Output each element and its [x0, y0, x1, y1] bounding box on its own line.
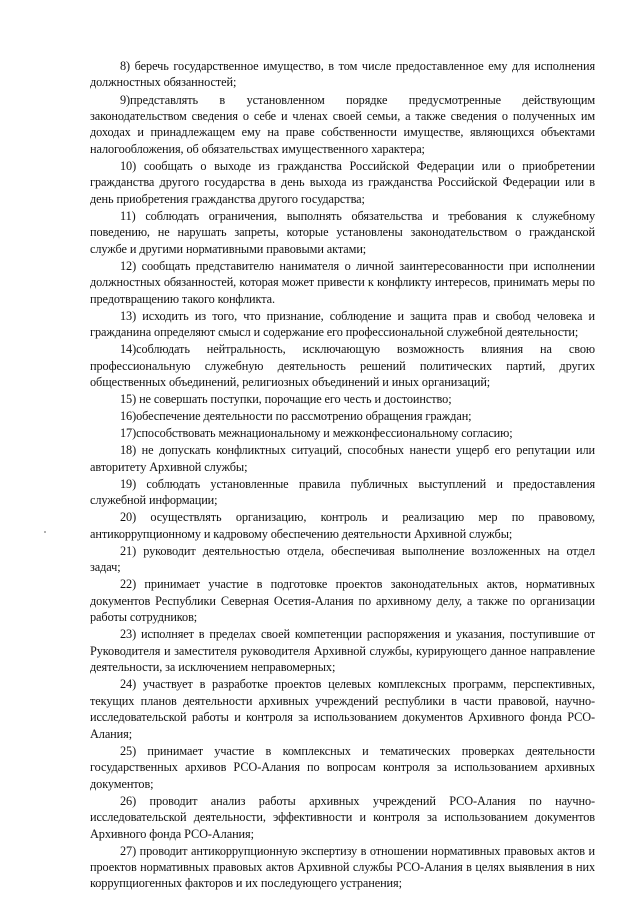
paragraph-item-12: 12) сообщать представителю нанимателя о личной заинтересованности при исполнении должностных обязанностей, которая может привести к конфликту интересов, принимать меры по предотвращению такого конфликта. [90, 258, 595, 306]
paragraph-item-20: 20) осуществлять организацию, контроль и реализацию мер по правовому, антикоррупционному и кадровому обеспечению деятельности Архивной службы; [90, 510, 595, 541]
scan-speck [44, 531, 46, 533]
paragraph-item-17: 17)способствовать межнациональному и межконфессиональному согласию; [120, 426, 513, 441]
paragraph-item-21: 21) руководит деятельностью отдела, обеспечивая выполнение возложенных на отдел задач; [90, 543, 595, 575]
paragraph-item-14: 14)соблюдать нейтральность, исключающую возможность влияния на свою профессиональную служебную деятельность решений политических партий, других общественных объединений, религиозных объединений и иных организаций; [90, 342, 595, 390]
paragraph-item-9: 9)представлять в установленном порядке предусмотренные действующим законодательством сведения о себе и членах своей семьи, а также сведения о полученных им доходах и принадлежащем ему на праве собственности имуществе, являющихся объектами налогообложения, об обязательствах имущественного характера; [90, 92, 595, 156]
paragraph-item-26: 26) проводит анализ работы архивных учреждений РСО-Алания по научно-исследовательской деятельности, эффективности и контроля за использованием документов Архивного фонда РСО-Алания; [90, 793, 595, 841]
paragraph-item-22: 22) принимает участие в подготовке проектов законодательных актов, нормативных документов Республики Северная Осетия-Алания по архивному делу, а также по организации работы сотрудников; [90, 577, 595, 625]
paragraph-item-10: 10) сообщать о выходе из гражданства Российской Федерации или о приобретении гражданства другого государства в день выхода из гражданства Российской Федерации или в день приобретения гражданства другого государства; [90, 158, 595, 206]
paragraph-item-11: 11) соблюдать ограничения, выполнять обязательства и требования к служебному поведению, не нарушать запреты, которые установлены законодательством о гражданской службе и другими нормативными правовыми актами; [90, 208, 595, 256]
paragraph-item-23: 23) исполняет в пределах своей компетенции распоряжения и указания, поступившие от Руководителя и заместителя руководителя Архивной службы, курирующего данное направление деятельности, за исключением неправомерных; [90, 627, 595, 675]
paragraph-item-15: 15) не совершать поступки, порочащие его честь и достоинство; [120, 392, 452, 407]
paragraph-item-18: 18) не допускать конфликтных ситуаций, способных нанести ущерб его репутации или авторитету Архивной службы; [90, 443, 595, 474]
paragraph-item-24: 24) участвует в разработке проектов целевых комплексных программ, перспективных, текущих планов деятельности архивных учреждений республики в части правовой, научно-исследовательской работы и контроля за использованием документов Архивного фонда РСО-Алания; [90, 677, 595, 741]
paragraph-item-16: 16)обеспечение деятельности по рассмотренио обращения граждан; [120, 409, 472, 424]
paragraph-item-25: 25) принимает участие в комплексных и тематических проверках деятельности государственных архивов РСО-Алания по вопросам контроля за использованием архивных документов; [90, 743, 595, 791]
paragraph-item-19: 19) соблюдать установленные правила публичных выступлений и предоставления служебной информации; [90, 476, 595, 508]
paragraph-item-8: 8) беречь государственное имущество, в том числе предоставленное ему для исполнения должностных обязанностей; [90, 59, 595, 90]
paragraph-item-13: 13) исходить из того, что признание, соблюдение и защита прав и свобод человека и гражданина определяют смысл и содержание его профессиональной служебной деятельности; [90, 308, 595, 340]
paragraph-item-27: 27) проводит антикоррупционную экспертизу в отношении нормативных правовых актов и проектов нормативных правовых актов Архивной службы РСО-Алания в целях выявления в них коррупциогенных факторов и их последующего устранения; [90, 843, 595, 891]
